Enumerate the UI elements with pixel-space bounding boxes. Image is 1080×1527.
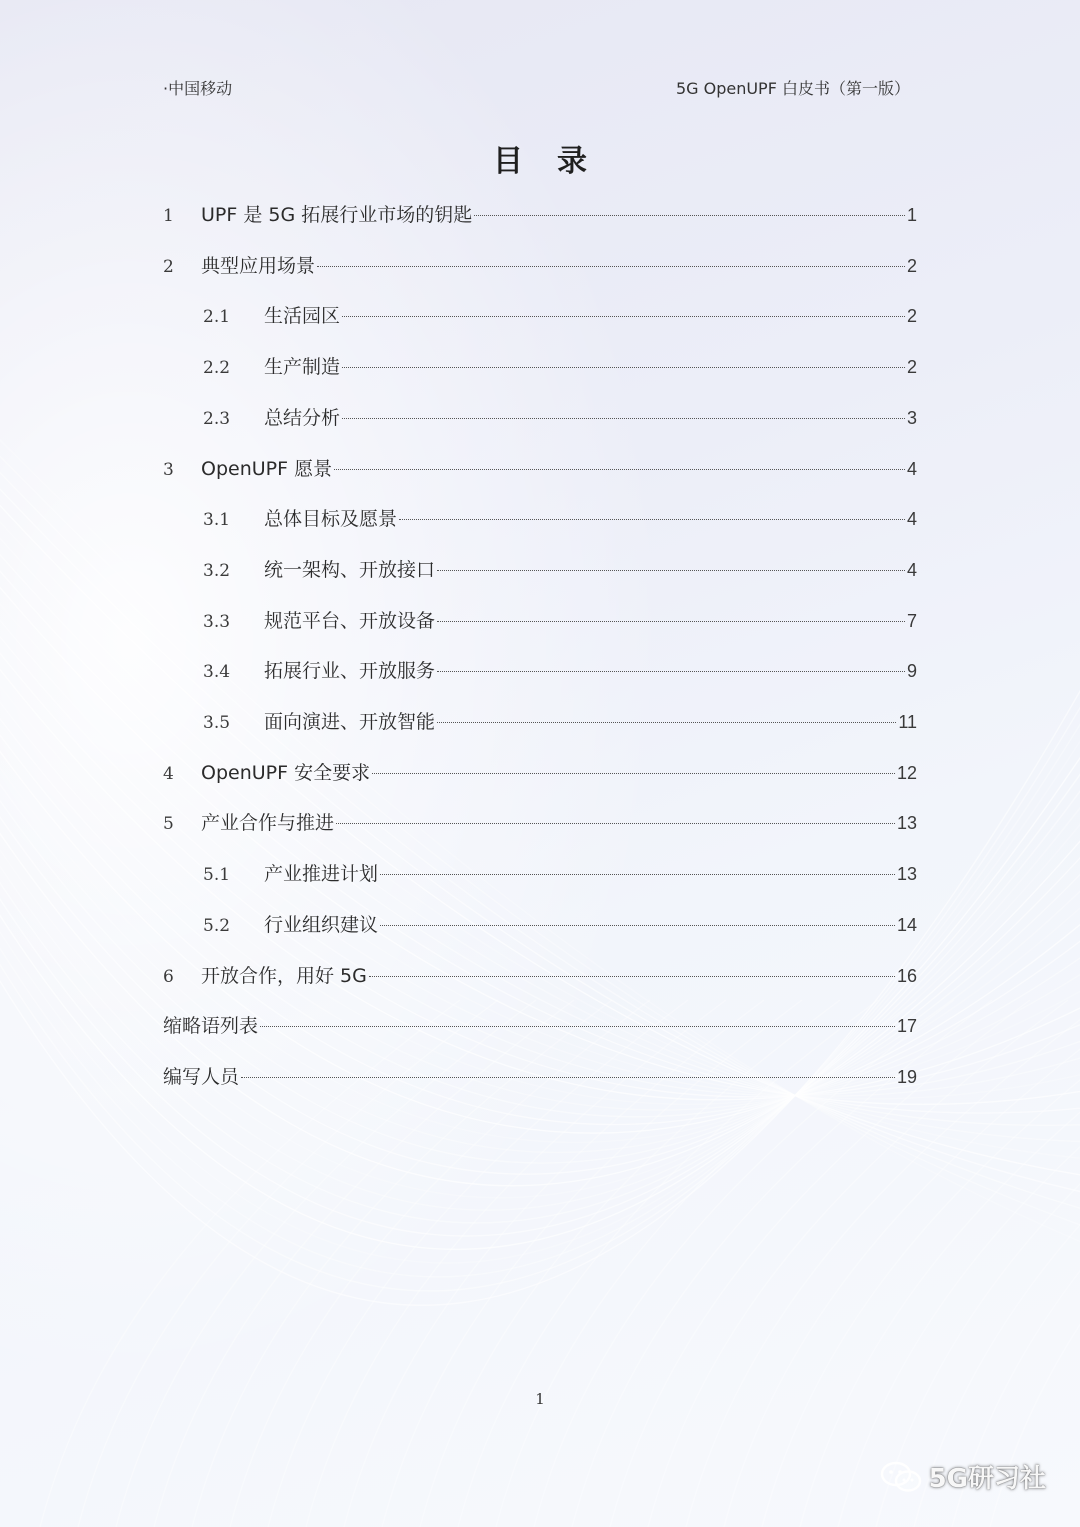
toc-entry-number: 2.1 <box>203 307 231 328</box>
toc-entry[interactable] <box>163 251 917 279</box>
toc-entry[interactable] <box>163 758 917 786</box>
toc-dot-leader <box>380 925 895 926</box>
toc-entry[interactable] <box>163 961 917 989</box>
header-document-title: 5G OpenUPF 白皮书（第一版） <box>675 79 910 98</box>
toc-dot-leader <box>399 519 905 520</box>
toc-entry-page: 14 <box>896 914 917 935</box>
toc-dot-leader <box>342 418 905 419</box>
toc-entry[interactable] <box>163 1062 917 1090</box>
wechat-icon <box>879 1459 923 1495</box>
toc-entry-page: 3 <box>906 407 917 428</box>
toc-entry-title: 总结分析 <box>264 406 341 429</box>
toc-entry-title: 典型应用场景 <box>201 254 316 277</box>
toc-dot-leader <box>437 671 905 672</box>
toc-entry-number: 5.2 <box>203 915 231 936</box>
toc-dot-leader <box>260 1026 895 1027</box>
toc-dot-leader <box>241 1077 895 1078</box>
toc-dot-leader <box>437 722 896 723</box>
toc-entry-page: 12 <box>896 762 917 783</box>
toc-entry[interactable] <box>163 200 917 228</box>
toc-entry-page: 7 <box>906 610 917 631</box>
toc-entry-title: 开放合作，用好 5G <box>201 964 367 987</box>
toc-entry-page: 2 <box>906 357 917 378</box>
toc-entry-number: 6 <box>163 966 174 987</box>
toc-dot-leader <box>336 823 895 824</box>
toc-entry[interactable] <box>203 707 917 735</box>
toc-entry-page: 16 <box>896 965 917 986</box>
toc-entry-number: 3.5 <box>203 713 231 733</box>
toc-entry-number: 3.2 <box>203 560 231 581</box>
toc-entry[interactable] <box>163 808 917 836</box>
toc-entry-page: 13 <box>896 864 917 885</box>
toc-dot-leader <box>437 621 905 622</box>
toc-entry-page: 9 <box>906 661 917 682</box>
toc-entry-number: 3 <box>163 459 174 480</box>
toc-entry-title: 面向演进、开放智能 <box>264 711 436 733</box>
toc-entry-page: 2 <box>906 306 917 327</box>
toc-entry[interactable] <box>163 1011 917 1039</box>
toc-dot-leader <box>334 469 905 470</box>
toc-entry-number: 2.2 <box>203 358 231 379</box>
toc-dot-leader <box>342 316 905 317</box>
toc-entry-title: 统一架构、开放接口 <box>264 558 436 581</box>
toc-entry[interactable] <box>203 403 917 431</box>
toc-entry-number: 4 <box>163 763 174 784</box>
toc-entry[interactable] <box>203 555 917 583</box>
toc-dot-leader <box>372 773 895 774</box>
toc-entry[interactable] <box>203 656 917 684</box>
toc-entry[interactable] <box>203 910 917 938</box>
toc-dot-leader <box>342 367 905 368</box>
header-organization: ·中国移动 <box>163 79 233 98</box>
toc-entry-title: 产业合作与推进 <box>201 812 335 835</box>
toc-entry-number: 5.1 <box>203 865 231 886</box>
toc-entry-title: 规范平台、开放设备 <box>264 609 436 632</box>
toc-entry-number: 2 <box>163 256 174 277</box>
toc-entry-title: OpenUPF 愿景 <box>201 457 333 480</box>
toc-dot-leader <box>317 266 905 267</box>
toc-entry-page: 13 <box>896 813 917 834</box>
toc-dot-leader <box>437 570 905 571</box>
toc-dot-leader <box>369 976 895 977</box>
toc-entry[interactable] <box>163 454 917 482</box>
toc-dot-leader <box>474 215 905 216</box>
watermark-text: 5G研习社 <box>928 1464 1046 1494</box>
toc-entry-title: 产业推进计划 <box>264 863 379 886</box>
toc-entry-page: 4 <box>906 458 917 479</box>
toc-entry-number: 2.3 <box>203 408 231 429</box>
toc-entry-title: 总体目标及愿景 <box>264 508 398 531</box>
watermark <box>879 1458 1046 1495</box>
toc-entry-page: 19 <box>896 1066 917 1087</box>
toc-entry-title: 缩略语列表 <box>163 1015 259 1038</box>
toc-entry-title: OpenUPF 安全要求 <box>201 761 371 784</box>
page-title: 目录 <box>493 144 621 179</box>
page-number: 1 <box>535 1390 545 1408</box>
toc-entry-title: 拓展行业、开放服务 <box>264 660 436 683</box>
toc-entry[interactable] <box>203 301 917 329</box>
toc-entry-page: 17 <box>896 1016 917 1037</box>
toc-entry-title: 生活园区 <box>264 305 341 328</box>
toc-entry-number: 1 <box>163 206 174 226</box>
toc-entry-page: 1 <box>906 205 917 225</box>
toc-entry[interactable] <box>203 606 917 634</box>
toc-entry-page: 2 <box>906 255 917 276</box>
toc-entry-title: UPF 是 5G 拓展行业市场的钥匙 <box>201 204 473 226</box>
toc-entry-number: 5 <box>163 814 174 835</box>
toc-dot-leader <box>380 874 895 875</box>
toc-entry-title: 生产制造 <box>264 356 341 379</box>
toc-entry-number: 3.3 <box>203 611 231 632</box>
toc-entry[interactable] <box>203 859 917 887</box>
toc-entry-title: 行业组织建议 <box>264 913 379 936</box>
toc-entry-page: 4 <box>906 559 917 580</box>
toc-entry-page: 11 <box>898 712 917 732</box>
toc-entry[interactable] <box>203 352 917 380</box>
toc-entry[interactable] <box>203 504 917 532</box>
toc-entry-number: 3.1 <box>203 510 231 531</box>
toc-entry-number: 3.4 <box>203 662 231 683</box>
toc-entry-title: 编写人员 <box>163 1065 240 1088</box>
toc-entry-page: 4 <box>906 509 917 530</box>
